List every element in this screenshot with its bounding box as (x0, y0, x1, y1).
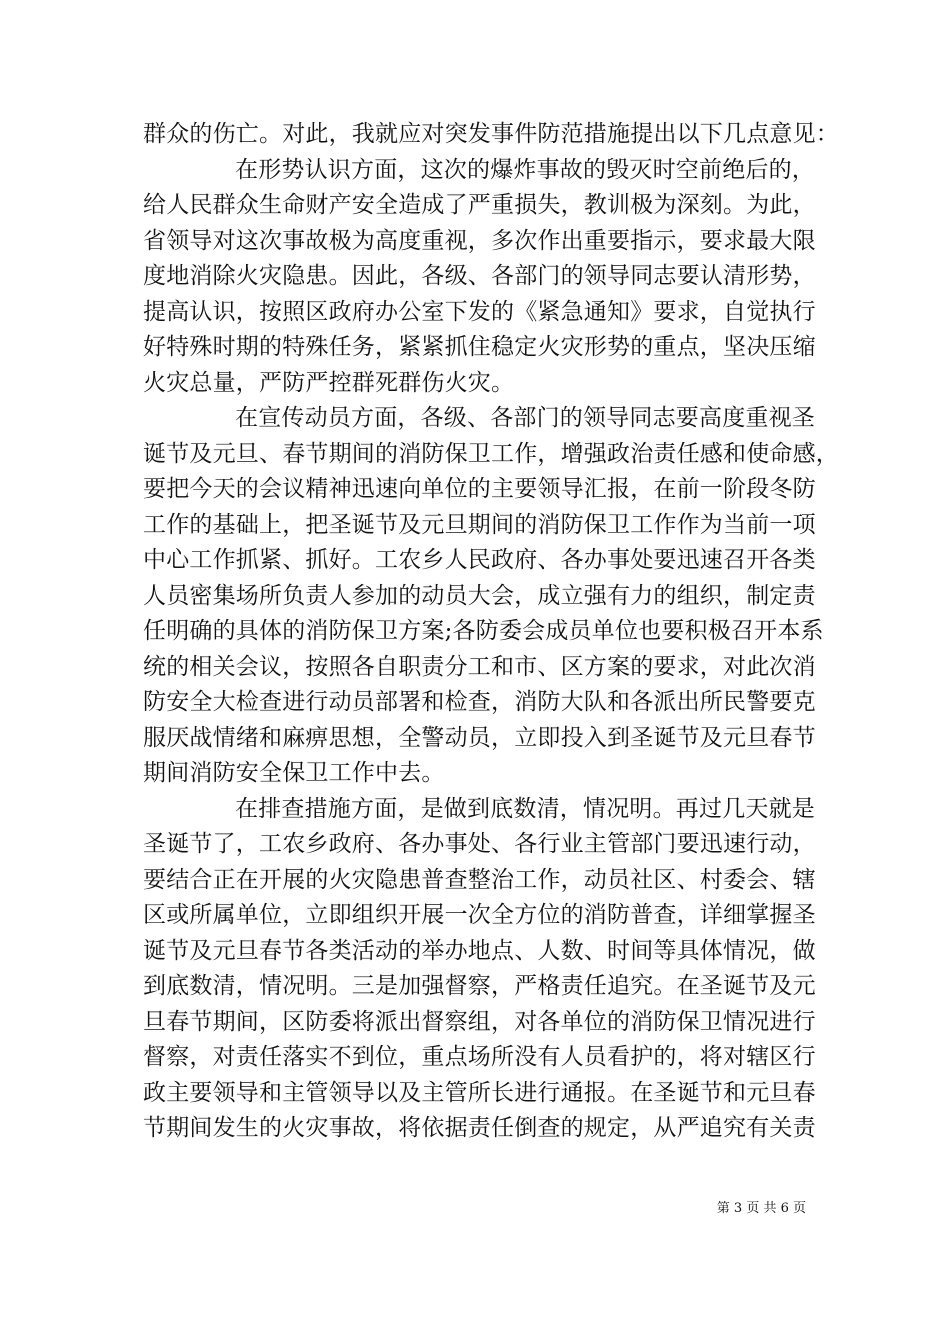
text-line: 好特殊时期的特殊任务，紧紧抓住稳定火灾形势的重点，坚决压缩 (143, 334, 816, 360)
text-line: 到底数清，情况明。三是加强督察，严格责任追究。在圣诞节及元 (143, 973, 816, 999)
text-line: 圣诞节了，工农乡政府、各办事处、各行业主管部门要迅速行动， (143, 831, 816, 857)
text-line: 期间消防安全保卫工作中去。 (143, 760, 445, 786)
paragraph-start-line: 在排查措施方面，是做到底数清，情况明。再过几天就是 (235, 795, 815, 822)
text-line: 诞节及元旦春节各类活动的举办地点、人数、时间等具体情况，做 (143, 937, 816, 964)
text-line: 给人民群众生命财产安全造成了严重损失，教训极为深刻。为此， (143, 192, 816, 218)
text-line: 工作的基础上，把圣诞节及元旦期间的消防保卫工作作为当前一项 (143, 511, 816, 538)
text-line: 节期间发生的火灾事故，将依据责任倒查的规定，从严追究有关责 (143, 1115, 816, 1141)
paragraph-start-line: 在宣传动员方面，各级、各部门的领导同志要高度重视圣 (235, 405, 815, 431)
text-line: 统的相关会议，按照各自职责分工和市、区方案的要求，对此次消 (143, 653, 816, 680)
text-line: 任明确的具体的消防保卫方案;各防委会成员单位也要积极召开本系 (143, 618, 824, 644)
text-line: 诞节及元旦、春节期间的消防保卫工作，增强政治责任感和使命感， (143, 440, 839, 467)
text-line: 人员密集场所负责人参加的动员大会，成立强有力的组织，制定责 (143, 582, 816, 609)
text-line: 防安全大检查进行动员部署和检查，消防大队和各派出所民警要克 (143, 689, 816, 715)
paragraph-start-line: 在形势认识方面，这次的爆炸事故的毁灭时空前绝后的， (235, 156, 815, 183)
text-line: 中心工作抓紧、抓好。工农乡人民政府、各办事处要迅速召开各类 (143, 547, 816, 573)
page-number-footer: 第 3 页 共 6 页 (716, 1201, 806, 1216)
text-line: 督察，对责任落实不到位，重点场所没有人员看护的，将对辖区行 (143, 1044, 816, 1070)
text-line: 服厌战情绪和麻痹思想，全警动员，立即投入到圣诞节及元旦春节 (143, 724, 816, 751)
text-line: 提高认识，按照区政府办公室下发的《紧急通知》要求，自觉执行 (143, 298, 816, 325)
text-line: 度地消除火灾隐患。因此，各级、各部门的领导同志要认清形势， (143, 263, 816, 289)
text-line: 火灾总量，严防严控群死群伤火灾。 (143, 369, 515, 396)
text-line: 群众的伤亡。对此，我就应对突发事件防范措施提出以下几点意见： (143, 121, 839, 147)
text-line: 旦春节期间，区防委将派出督察组，对各单位的消防保卫情况进行 (143, 1008, 816, 1035)
text-line: 要把今天的会议精神迅速向单位的主要领导汇报，在前一阶段冬防 (143, 476, 816, 502)
text-line: 要结合正在开展的火灾隐患普查整治工作，动员社区、村委会、辖 (143, 866, 816, 893)
document-body (143, 117, 839, 1147)
text-line: 政主要领导和主管领导以及主管所长进行通报。在圣诞节和元旦春 (143, 1079, 816, 1106)
text-line: 省领导对这次事故极为高度重视，多次作出重要指示，要求最大限 (143, 227, 816, 254)
text-line: 区或所属单位，立即组织开展一次全方位的消防普查，详细掌握圣 (143, 902, 816, 928)
